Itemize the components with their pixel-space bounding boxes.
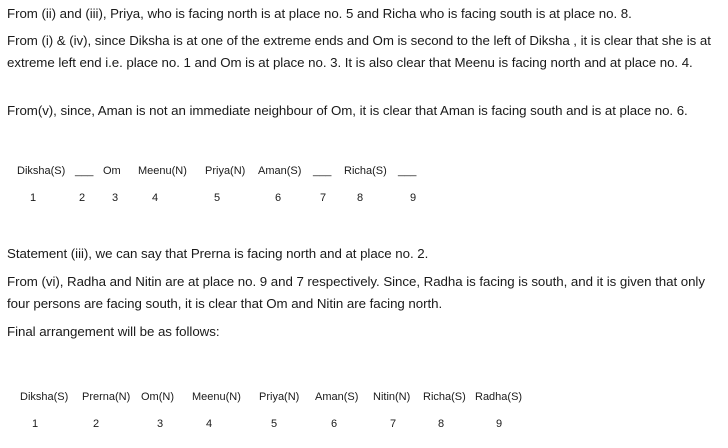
paragraph-6: Final arrangement will be as follows: bbox=[7, 324, 220, 339]
final-place-9: 9 bbox=[496, 418, 503, 430]
partial-name-4: Meenu(N) bbox=[138, 165, 187, 177]
paragraph-4: Statement (iii), we can say that Prerna is facing north and at place no. 2. bbox=[7, 246, 429, 261]
partial-place-1: 1 bbox=[30, 192, 37, 204]
partial-place-8: 8 bbox=[357, 192, 364, 204]
partial-name-2: ___ bbox=[75, 165, 94, 177]
final-name-2: Prerna(N) bbox=[82, 391, 131, 403]
partial-place-2: 2 bbox=[79, 192, 86, 204]
partial-name-5: Priya(N) bbox=[205, 165, 246, 177]
partial-place-9: 9 bbox=[410, 192, 417, 204]
partial-name-7: ___ bbox=[313, 165, 332, 177]
paragraph-5: From (vi), Radha and Nitin are at place no. 9 and 7 respectively. Since, Radha is facing is south, and it is given that only four persons are facing south, it is clear that Om and Nitin are facing north. bbox=[7, 274, 705, 311]
final-place-4: 4 bbox=[206, 418, 213, 430]
final-place-3: 3 bbox=[157, 418, 164, 430]
final-name-3: Om(N) bbox=[141, 391, 174, 403]
final-name-8: Richa(S) bbox=[423, 391, 466, 403]
paragraph-2: From (i) & (iv), since Diksha is at one of the extreme ends and Om is second to the left of Diksha , it is clear that she is at extreme left end i.e. place no. 1 and Om is at place no. 3. It is also clear that Meenu is facing north and at place no. 4. bbox=[7, 33, 711, 70]
partial-place-4: 4 bbox=[152, 192, 159, 204]
final-name-1: Diksha(S) bbox=[20, 391, 69, 403]
final-place-8: 8 bbox=[438, 418, 445, 430]
paragraph-1: From (ii) and (iii), Priya, who is facing north is at place no. 5 and Richa who is facing south is at place no. 8. bbox=[7, 6, 632, 21]
partial-name-1: Diksha(S) bbox=[17, 165, 66, 177]
partial-name-8: Richa(S) bbox=[344, 165, 387, 177]
final-place-7: 7 bbox=[390, 418, 397, 430]
partial-arrangement-names bbox=[0, 165, 728, 181]
partial-name-9: ___ bbox=[398, 165, 417, 177]
final-arrangement-names bbox=[0, 391, 728, 407]
final-arrangement-places bbox=[0, 418, 728, 434]
final-place-5: 5 bbox=[271, 418, 278, 430]
partial-place-6: 6 bbox=[275, 192, 282, 204]
partial-place-3: 3 bbox=[112, 192, 119, 204]
partial-place-7: 7 bbox=[320, 192, 327, 204]
partial-name-3: Om bbox=[103, 165, 121, 177]
partial-name-6: Aman(S) bbox=[258, 165, 302, 177]
final-name-6: Aman(S) bbox=[315, 391, 359, 403]
final-name-5: Priya(N) bbox=[259, 391, 300, 403]
partial-place-5: 5 bbox=[214, 192, 221, 204]
final-name-4: Meenu(N) bbox=[192, 391, 241, 403]
final-place-2: 2 bbox=[93, 418, 100, 430]
final-place-6: 6 bbox=[331, 418, 338, 430]
final-name-9: Radha(S) bbox=[475, 391, 523, 403]
final-name-7: Nitin(N) bbox=[373, 391, 411, 403]
paragraph-3: From(v), since, Aman is not an immediate neighbour of Om, it is clear that Aman is facing south and is at place no. 6. bbox=[7, 103, 688, 118]
partial-arrangement-places bbox=[0, 192, 728, 208]
final-place-1: 1 bbox=[32, 418, 39, 430]
